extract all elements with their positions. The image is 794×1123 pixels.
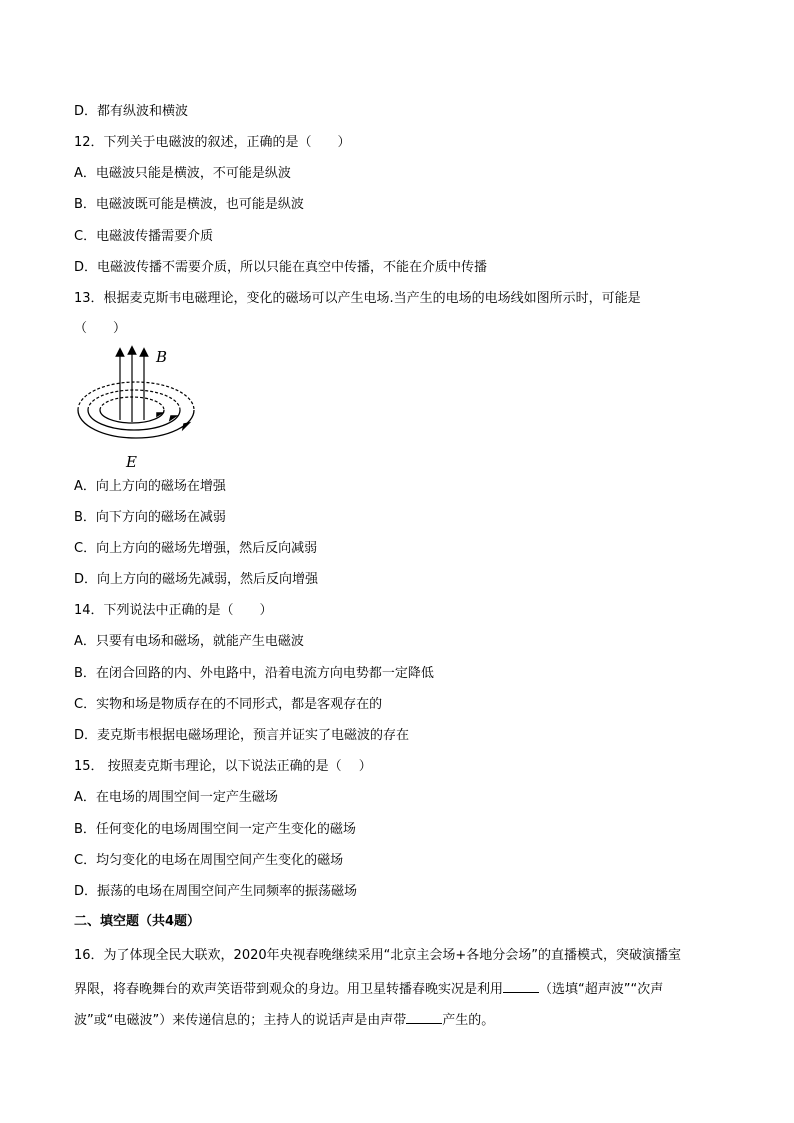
q14-option-b: B．在闭合回路的内、外电路中，沿着电流方向电势都一定降低 (74, 666, 434, 681)
middle-ellipse-front (88, 410, 180, 430)
q15-option-a: A．在电场的周围空间一定产生磁场 (74, 790, 278, 805)
outer-ellipse-back (78, 382, 194, 410)
q12-option-a: A．电磁波只能是横波，不可能是纵波 (74, 166, 291, 181)
q13-stem: 13．根据麦克斯韦电磁理论，变化的磁场可以产生电场.当产生的电场的电场线如图所示时，可能是 (74, 291, 641, 306)
label-e: E (126, 453, 137, 471)
q16-line3-b: 产生的。 (442, 1013, 495, 1028)
q13-option-b: B．向下方向的磁场在减弱 (74, 510, 226, 525)
q14-option-a: A．只要有电场和磁场，就能产生电磁波 (74, 634, 304, 649)
q11-option-d: D．都有纵波和横波 (74, 104, 189, 119)
outer-ellipse-arrow (183, 423, 189, 429)
q16-line2-b: （选填“超声波”“次声 (539, 982, 664, 997)
q16-line2 (74, 980, 663, 998)
q14-option-d: D．麦克斯韦根据电磁场理论，预言并证实了电磁波的存在 (74, 728, 410, 743)
q16-line3 (74, 1011, 494, 1029)
field-diagram (72, 344, 202, 472)
label-b: B (156, 348, 168, 366)
q12-stem: 12．下列关于电磁波的叙述，正确的是（ ） (74, 135, 351, 150)
q16-blank-1[interactable] (503, 980, 539, 993)
q15-option-d: D．振荡的电场在周围空间产生同频率的振荡磁场 (74, 884, 358, 899)
q14-stem: 14．下列说法中正确的是（ ） (74, 603, 273, 618)
q12-option-b: B．电磁波既可能是横波，也可能是纵波 (74, 197, 304, 212)
middle-ellipse-back (88, 390, 180, 410)
q12-option-c: C．电磁波传播需要介质 (74, 229, 214, 244)
outer-ellipse-front (78, 410, 194, 438)
q14-option-c: C．实物和场是物质存在的不同形式，都是客观存在的 (74, 697, 383, 712)
q13-option-a: A．向上方向的磁场在增强 (74, 479, 226, 494)
section-title: 二、填空题（共4题） (74, 914, 201, 929)
q13-option-d: D．向上方向的磁场先减弱，然后反向增强 (74, 572, 319, 587)
q12-option-d: D．电磁波传播不需要介质，所以只能在真空中传播，不能在介质中传播 (74, 260, 488, 275)
q15-option-c: C．均匀变化的电场在周围空间产生变化的磁场 (74, 853, 344, 868)
q15-stem: 15． 按照麦克斯韦理论，以下说法正确的是（ ） (74, 759, 372, 774)
q16-line3-a: 波”或“电磁波”）来传递信息的；主持人的说话声是由声带 (74, 1013, 407, 1028)
q13-stem-paren: （ ） (74, 321, 127, 336)
q16-line2-a: 界限，将春晚舞台的欢声笑语带到观众的身边。用卫星转播春晚实况是利用 (74, 982, 504, 997)
q15-option-b: B．任何变化的电场周围空间一定产生变化的磁场 (74, 822, 356, 837)
q16-blank-2[interactable] (406, 1011, 442, 1024)
q13-option-c: C．向上方向的磁场先增强，然后反向减弱 (74, 541, 318, 556)
q16-line1: 16．为了体现全民大联欢，2020年央视春晚继续采用“北京主会场+各地分会场”的直播模式，突破演播室 (74, 948, 681, 963)
